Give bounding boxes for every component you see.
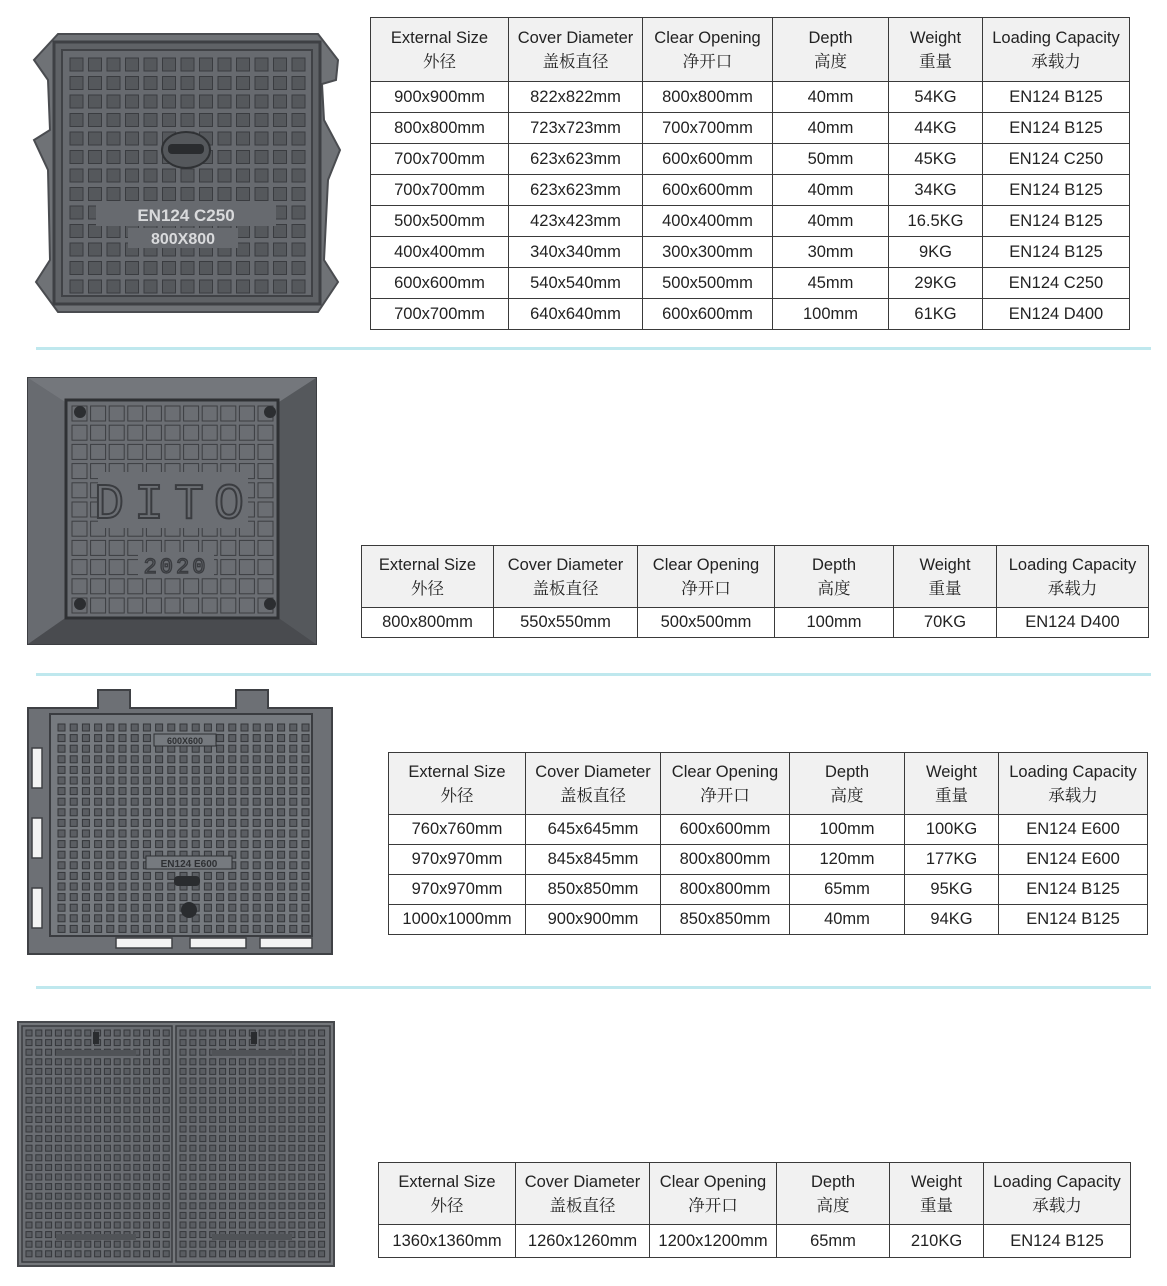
table-row bbox=[371, 113, 1130, 144]
cell-external-size: 400x400mm bbox=[371, 237, 509, 268]
cell-weight: 100KG bbox=[905, 815, 999, 845]
cell-external-size: 700x700mm bbox=[371, 175, 509, 206]
cell-weight: 177KG bbox=[905, 845, 999, 875]
header-external-size: External Size 外径 bbox=[362, 546, 494, 608]
cell-clear-opening: 800x800mm bbox=[661, 845, 790, 875]
cell-loading-capacity: EN124 D400 bbox=[983, 299, 1130, 330]
cover-year-text: 2020 bbox=[143, 555, 209, 580]
cell-clear-opening: 800x800mm bbox=[643, 82, 773, 113]
cell-loading-capacity: EN124 B125 bbox=[983, 206, 1130, 237]
cell-clear-opening: 600x600mm bbox=[643, 175, 773, 206]
cell-clear-opening: 300x300mm bbox=[643, 237, 773, 268]
table-row bbox=[362, 608, 1149, 638]
table-header-row bbox=[371, 18, 1130, 82]
cell-cover-diameter: 845x845mm bbox=[526, 845, 661, 875]
cell-loading-capacity: EN124 B125 bbox=[983, 175, 1130, 206]
cell-cover-diameter: 822x822mm bbox=[509, 82, 643, 113]
table-row bbox=[371, 268, 1130, 299]
cell-depth: 40mm bbox=[773, 82, 889, 113]
cell-clear-opening: 600x600mm bbox=[643, 144, 773, 175]
manhole-cover-image-1 bbox=[18, 20, 348, 320]
header-depth: Depth 高度 bbox=[790, 753, 905, 815]
table-header-row bbox=[362, 546, 1149, 608]
cell-loading-capacity: EN124 D400 bbox=[997, 608, 1149, 638]
cell-cover-diameter: 723x723mm bbox=[509, 113, 643, 144]
cell-depth: 40mm bbox=[790, 905, 905, 935]
cell-depth: 100mm bbox=[775, 608, 894, 638]
cell-clear-opening: 400x400mm bbox=[643, 206, 773, 237]
cell-clear-opening: 500x500mm bbox=[638, 608, 775, 638]
manhole-cover-image-4 bbox=[16, 1020, 336, 1268]
section-divider bbox=[36, 986, 1151, 989]
header-loading-capacity: Loading Capacity 承载力 bbox=[984, 1163, 1131, 1225]
cell-external-size: 600x600mm bbox=[371, 268, 509, 299]
cell-external-size: 900x900mm bbox=[371, 82, 509, 113]
header-cover-diameter: Cover Diameter 盖板直径 bbox=[509, 18, 643, 82]
cell-clear-opening: 600x600mm bbox=[661, 815, 790, 845]
cover-marking-load: EN124 C250 bbox=[137, 206, 235, 225]
cell-depth: 40mm bbox=[773, 206, 889, 237]
cell-cover-diameter: 640x640mm bbox=[509, 299, 643, 330]
spec-table-2 bbox=[361, 545, 1149, 638]
table-row bbox=[371, 206, 1130, 237]
cell-weight: 54KG bbox=[889, 82, 983, 113]
spec-table-1 bbox=[370, 17, 1130, 330]
cell-clear-opening: 600x600mm bbox=[643, 299, 773, 330]
header-depth: Depth 高度 bbox=[777, 1163, 890, 1225]
cell-clear-opening: 850x850mm bbox=[661, 905, 790, 935]
cell-loading-capacity: EN124 B125 bbox=[983, 237, 1130, 268]
cell-loading-capacity: EN124 E600 bbox=[999, 845, 1148, 875]
cell-loading-capacity: EN124 B125 bbox=[999, 905, 1148, 935]
cell-weight: 9KG bbox=[889, 237, 983, 268]
cell-weight: 34KG bbox=[889, 175, 983, 206]
cell-depth: 30mm bbox=[773, 237, 889, 268]
header-external-size: External Size 外径 bbox=[379, 1163, 516, 1225]
cell-weight: 45KG bbox=[889, 144, 983, 175]
cell-cover-diameter: 1260x1260mm bbox=[516, 1225, 650, 1258]
cell-loading-capacity: EN124 C250 bbox=[983, 268, 1130, 299]
cell-loading-capacity: EN124 C250 bbox=[983, 144, 1130, 175]
header-depth: Depth 高度 bbox=[775, 546, 894, 608]
cell-cover-diameter: 540x540mm bbox=[509, 268, 643, 299]
cell-loading-capacity: EN124 B125 bbox=[983, 113, 1130, 144]
header-clear-opening: Clear Opening 净开口 bbox=[650, 1163, 777, 1225]
cell-depth: 50mm bbox=[773, 144, 889, 175]
cell-external-size: 700x700mm bbox=[371, 299, 509, 330]
cell-depth: 40mm bbox=[773, 113, 889, 144]
header-clear-opening: Clear Opening 净开口 bbox=[638, 546, 775, 608]
cover-logo-text: DITO bbox=[93, 477, 255, 534]
table-row bbox=[371, 237, 1130, 268]
section-divider bbox=[36, 673, 1151, 676]
cell-external-size: 800x800mm bbox=[362, 608, 494, 638]
header-weight: Weight 重量 bbox=[889, 18, 983, 82]
table-row bbox=[389, 845, 1148, 875]
cell-cover-diameter: 423x423mm bbox=[509, 206, 643, 237]
cell-weight: 95KG bbox=[905, 875, 999, 905]
table-row bbox=[389, 875, 1148, 905]
cell-clear-opening: 1200x1200mm bbox=[650, 1225, 777, 1258]
cell-weight: 29KG bbox=[889, 268, 983, 299]
cover-load-marking: EN124 E600 bbox=[160, 859, 218, 870]
cell-cover-diameter: 645x645mm bbox=[526, 815, 661, 845]
header-weight: Weight 重量 bbox=[905, 753, 999, 815]
cell-depth: 40mm bbox=[773, 175, 889, 206]
cell-clear-opening: 800x800mm bbox=[661, 875, 790, 905]
table-row bbox=[389, 905, 1148, 935]
cell-loading-capacity: EN124 B125 bbox=[999, 875, 1148, 905]
cover-size-marking: 600X600 bbox=[166, 736, 204, 746]
cell-cover-diameter: 623x623mm bbox=[509, 144, 643, 175]
section-divider bbox=[36, 347, 1151, 350]
cell-clear-opening: 700x700mm bbox=[643, 113, 773, 144]
cell-clear-opening: 500x500mm bbox=[643, 268, 773, 299]
header-loading-capacity: Loading Capacity 承载力 bbox=[997, 546, 1149, 608]
table-row bbox=[371, 82, 1130, 113]
table-header-row bbox=[389, 753, 1148, 815]
cell-depth: 45mm bbox=[773, 268, 889, 299]
table-header-row bbox=[379, 1163, 1131, 1225]
header-cover-diameter: Cover Diameter 盖板直径 bbox=[526, 753, 661, 815]
cell-external-size: 970x970mm bbox=[389, 845, 526, 875]
header-clear-opening: Clear Opening 净开口 bbox=[661, 753, 790, 815]
cell-external-size: 1000x1000mm bbox=[389, 905, 526, 935]
cell-depth: 65mm bbox=[777, 1225, 890, 1258]
header-cover-diameter: Cover Diameter 盖板直径 bbox=[516, 1163, 650, 1225]
manhole-cover-image-2 bbox=[26, 376, 318, 646]
cell-cover-diameter: 900x900mm bbox=[526, 905, 661, 935]
cell-cover-diameter: 340x340mm bbox=[509, 237, 643, 268]
cell-weight: 44KG bbox=[889, 113, 983, 144]
cell-depth: 65mm bbox=[790, 875, 905, 905]
table-row bbox=[371, 299, 1130, 330]
cell-external-size: 970x970mm bbox=[389, 875, 526, 905]
cell-weight: 61KG bbox=[889, 299, 983, 330]
spec-table-3 bbox=[388, 752, 1148, 935]
cell-weight: 210KG bbox=[890, 1225, 984, 1258]
header-weight: Weight 重量 bbox=[894, 546, 997, 608]
cell-external-size: 800x800mm bbox=[371, 113, 509, 144]
cell-depth: 100mm bbox=[790, 815, 905, 845]
cell-cover-diameter: 550x550mm bbox=[494, 608, 638, 638]
table-row bbox=[379, 1225, 1131, 1258]
cell-weight: 70KG bbox=[894, 608, 997, 638]
manhole-cover-image-3 bbox=[26, 688, 356, 960]
header-loading-capacity: Loading Capacity 承载力 bbox=[999, 753, 1148, 815]
cell-loading-capacity: EN124 B125 bbox=[984, 1225, 1131, 1258]
cell-weight: 94KG bbox=[905, 905, 999, 935]
cell-loading-capacity: EN124 E600 bbox=[999, 815, 1148, 845]
cell-cover-diameter: 623x623mm bbox=[509, 175, 643, 206]
table-row bbox=[371, 175, 1130, 206]
cell-external-size: 700x700mm bbox=[371, 144, 509, 175]
cell-external-size: 500x500mm bbox=[371, 206, 509, 237]
cell-loading-capacity: EN124 B125 bbox=[983, 82, 1130, 113]
cell-depth: 120mm bbox=[790, 845, 905, 875]
cell-weight: 16.5KG bbox=[889, 206, 983, 237]
header-external-size: External Size 外径 bbox=[371, 18, 509, 82]
cell-depth: 100mm bbox=[773, 299, 889, 330]
header-clear-opening: Clear Opening 净开口 bbox=[643, 18, 773, 82]
header-weight: Weight 重量 bbox=[890, 1163, 984, 1225]
table-row bbox=[389, 815, 1148, 845]
cell-external-size: 760x760mm bbox=[389, 815, 526, 845]
cell-cover-diameter: 850x850mm bbox=[526, 875, 661, 905]
spec-table-4 bbox=[378, 1162, 1131, 1258]
cell-external-size: 1360x1360mm bbox=[379, 1225, 516, 1258]
cover-marking-size: 800X800 bbox=[150, 231, 216, 248]
header-depth: Depth 高度 bbox=[773, 18, 889, 82]
table-row bbox=[371, 144, 1130, 175]
header-loading-capacity: Loading Capacity 承载力 bbox=[983, 18, 1130, 82]
header-external-size: External Size 外径 bbox=[389, 753, 526, 815]
header-cover-diameter: Cover Diameter 盖板直径 bbox=[494, 546, 638, 608]
